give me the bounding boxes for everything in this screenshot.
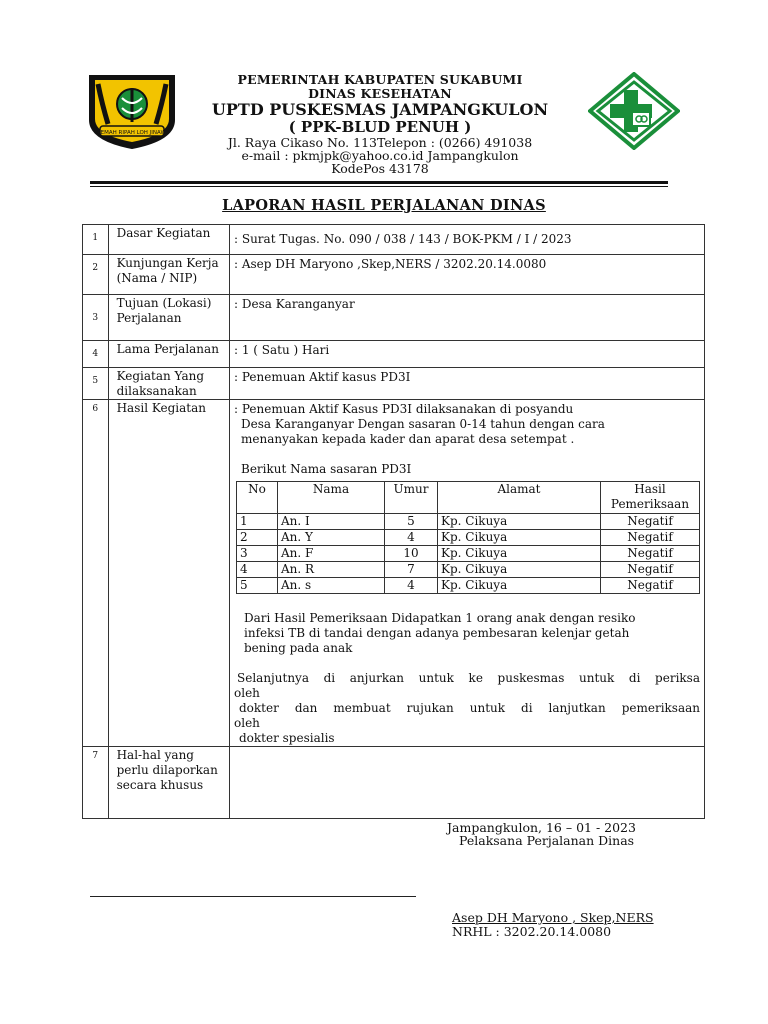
hasil-kegiatan-content bbox=[230, 400, 705, 747]
row-number: 1 bbox=[83, 225, 109, 255]
col-header: Hasil Pemeriksaan bbox=[601, 482, 700, 514]
table-row bbox=[83, 341, 705, 368]
row-label: Kegiatan Yang dilaksanakan bbox=[108, 368, 229, 400]
row-value bbox=[230, 747, 705, 819]
cell-alamat: Kp. Cikuya bbox=[438, 546, 601, 562]
header-address: Jl. Raya Cikaso No. 113Telepon : (0266) 491038 bbox=[227, 135, 533, 150]
cell-umur: 4 bbox=[385, 578, 438, 594]
document-title: LAPORAN HASIL PERJALANAN DINAS bbox=[222, 197, 546, 214]
cell-umur: 10 bbox=[385, 546, 438, 562]
row-value: : 1 ( Satu ) Hari bbox=[230, 341, 705, 368]
header-status: ( PPK-BLUD PENUH ) bbox=[288, 118, 472, 136]
row-value: : Desa Karanganyar bbox=[230, 295, 705, 341]
cell-nama: An. Y bbox=[278, 530, 385, 546]
table-row bbox=[83, 400, 705, 747]
cell-alamat: Kp. Cikuya bbox=[438, 530, 601, 546]
table-row bbox=[83, 747, 705, 819]
kabupaten-sukabumi-crest-icon bbox=[88, 74, 176, 150]
report-table bbox=[82, 224, 705, 819]
finding-line: bening pada anak bbox=[244, 641, 353, 655]
sasaran-row bbox=[237, 562, 700, 578]
signer-name: Asep DH Maryono , Skep,NERS bbox=[452, 910, 654, 925]
hasil-line: Desa Karanganyar Dengan sasaran 0-14 tahun dengan cara bbox=[241, 417, 605, 431]
header-divider-thin bbox=[90, 186, 668, 187]
hasil-line: menanyakan kepada kader dan aparat desa setempat . bbox=[241, 432, 575, 446]
puskesmas-cross-icon bbox=[588, 72, 680, 150]
followup-line: dokter dan membuat rujukan untuk di lanjutkan pemeriksaan bbox=[239, 701, 700, 715]
header-org: UPTD PUSKESMAS JAMPANGKULON bbox=[211, 100, 549, 119]
cell-alamat: Kp. Cikuya bbox=[438, 562, 601, 578]
cell-nama: An. I bbox=[278, 514, 385, 530]
hasil-line: : Penemuan Aktif Kasus PD3I dilaksanakan di posyandu bbox=[234, 402, 574, 416]
header-divider bbox=[90, 181, 668, 184]
header-email: e-mail : pkmjpk@yahoo.co.id Jampangkulon bbox=[241, 148, 519, 163]
sasaran-row bbox=[237, 546, 700, 562]
signer-id: NRHL : 3202.20.14.0080 bbox=[452, 924, 612, 939]
sasaran-header-row bbox=[237, 482, 700, 514]
table-row bbox=[83, 295, 705, 341]
sasaran-row bbox=[237, 514, 700, 530]
row-number: 7 bbox=[83, 747, 109, 819]
header-postcode: KodePos 43178 bbox=[331, 161, 429, 176]
cell-no: 3 bbox=[237, 546, 278, 562]
cell-hasil: Negatif bbox=[601, 514, 700, 530]
cell-no: 1 bbox=[237, 514, 278, 530]
sasaran-row bbox=[237, 578, 700, 594]
row-value: : Asep DH Maryono ,Skep,NERS / 3202.20.14.0080 bbox=[230, 255, 705, 295]
row-number: 3 bbox=[83, 295, 109, 341]
table-row bbox=[83, 255, 705, 295]
row-label: Hal-hal yang perlu dilaporkan secara khusus bbox=[108, 747, 229, 819]
row-number: 2 bbox=[83, 255, 109, 295]
cell-alamat: Kp. Cikuya bbox=[438, 514, 601, 530]
cell-alamat: Kp. Cikuya bbox=[438, 578, 601, 594]
signature-line bbox=[90, 896, 416, 897]
row-number: 6 bbox=[83, 400, 109, 747]
row-number: 4 bbox=[83, 341, 109, 368]
cell-no: 5 bbox=[237, 578, 278, 594]
cell-no: 2 bbox=[237, 530, 278, 546]
cell-no: 4 bbox=[237, 562, 278, 578]
row-label: Dasar Kegiatan bbox=[108, 225, 229, 255]
row-value: : Surat Tugas. No. 090 / 038 / 143 / BOK-PKM / I / 2023 bbox=[230, 225, 705, 255]
cell-hasil: Negatif bbox=[601, 578, 700, 594]
col-header: No bbox=[237, 482, 278, 514]
place-date: Jampangkulon, 16 – 01 - 2023 bbox=[447, 820, 636, 835]
cell-umur: 5 bbox=[385, 514, 438, 530]
signer-role: Pelaksana Perjalanan Dinas bbox=[459, 833, 635, 848]
row-value: : Penemuan Aktif kasus PD3I bbox=[230, 368, 705, 400]
cell-nama: An. F bbox=[278, 546, 385, 562]
col-header: Nama bbox=[278, 482, 385, 514]
followup-line: Selanjutnya di anjurkan untuk ke puskesmas untuk di periksa bbox=[237, 671, 700, 685]
sasaran-table bbox=[236, 481, 700, 594]
col-header: Umur bbox=[385, 482, 438, 514]
followup-line: oleh bbox=[234, 716, 260, 730]
col-header: Alamat bbox=[438, 482, 601, 514]
cell-umur: 7 bbox=[385, 562, 438, 578]
finding-line: infeksi TB di tandai dengan adanya pembesaran kelenjar getah bbox=[244, 626, 630, 640]
sasaran-row bbox=[237, 530, 700, 546]
cell-nama: An. s bbox=[278, 578, 385, 594]
header-gov: PEMERINTAH KABUPATEN SUKABUMI bbox=[237, 72, 523, 87]
row-label: Tujuan (Lokasi) Perjalanan bbox=[108, 295, 229, 341]
sasaran-caption: Berikut Nama sasaran PD3I bbox=[241, 462, 412, 476]
crest-motto: GEMAH RIPAH LOH JINAWI bbox=[96, 130, 168, 136]
followup-line: dokter spesialis bbox=[239, 731, 335, 745]
cell-hasil: Negatif bbox=[601, 546, 700, 562]
row-label: Hasil Kegiatan bbox=[108, 400, 229, 747]
finding-line: Dari Hasil Pemeriksaan Didapatkan 1 orang anak dengan resiko bbox=[244, 611, 636, 625]
cell-umur: 4 bbox=[385, 530, 438, 546]
row-label: Kunjungan Kerja (Nama / NIP) bbox=[108, 255, 229, 295]
followup-line: oleh bbox=[234, 686, 260, 700]
row-number: 5 bbox=[83, 368, 109, 400]
cell-hasil: Negatif bbox=[601, 530, 700, 546]
cell-hasil: Negatif bbox=[601, 562, 700, 578]
table-row bbox=[83, 225, 705, 255]
row-label: Lama Perjalanan bbox=[108, 341, 229, 368]
cell-nama: An. R bbox=[278, 562, 385, 578]
table-row bbox=[83, 368, 705, 400]
header-dept: DINAS KESEHATAN bbox=[308, 86, 452, 101]
